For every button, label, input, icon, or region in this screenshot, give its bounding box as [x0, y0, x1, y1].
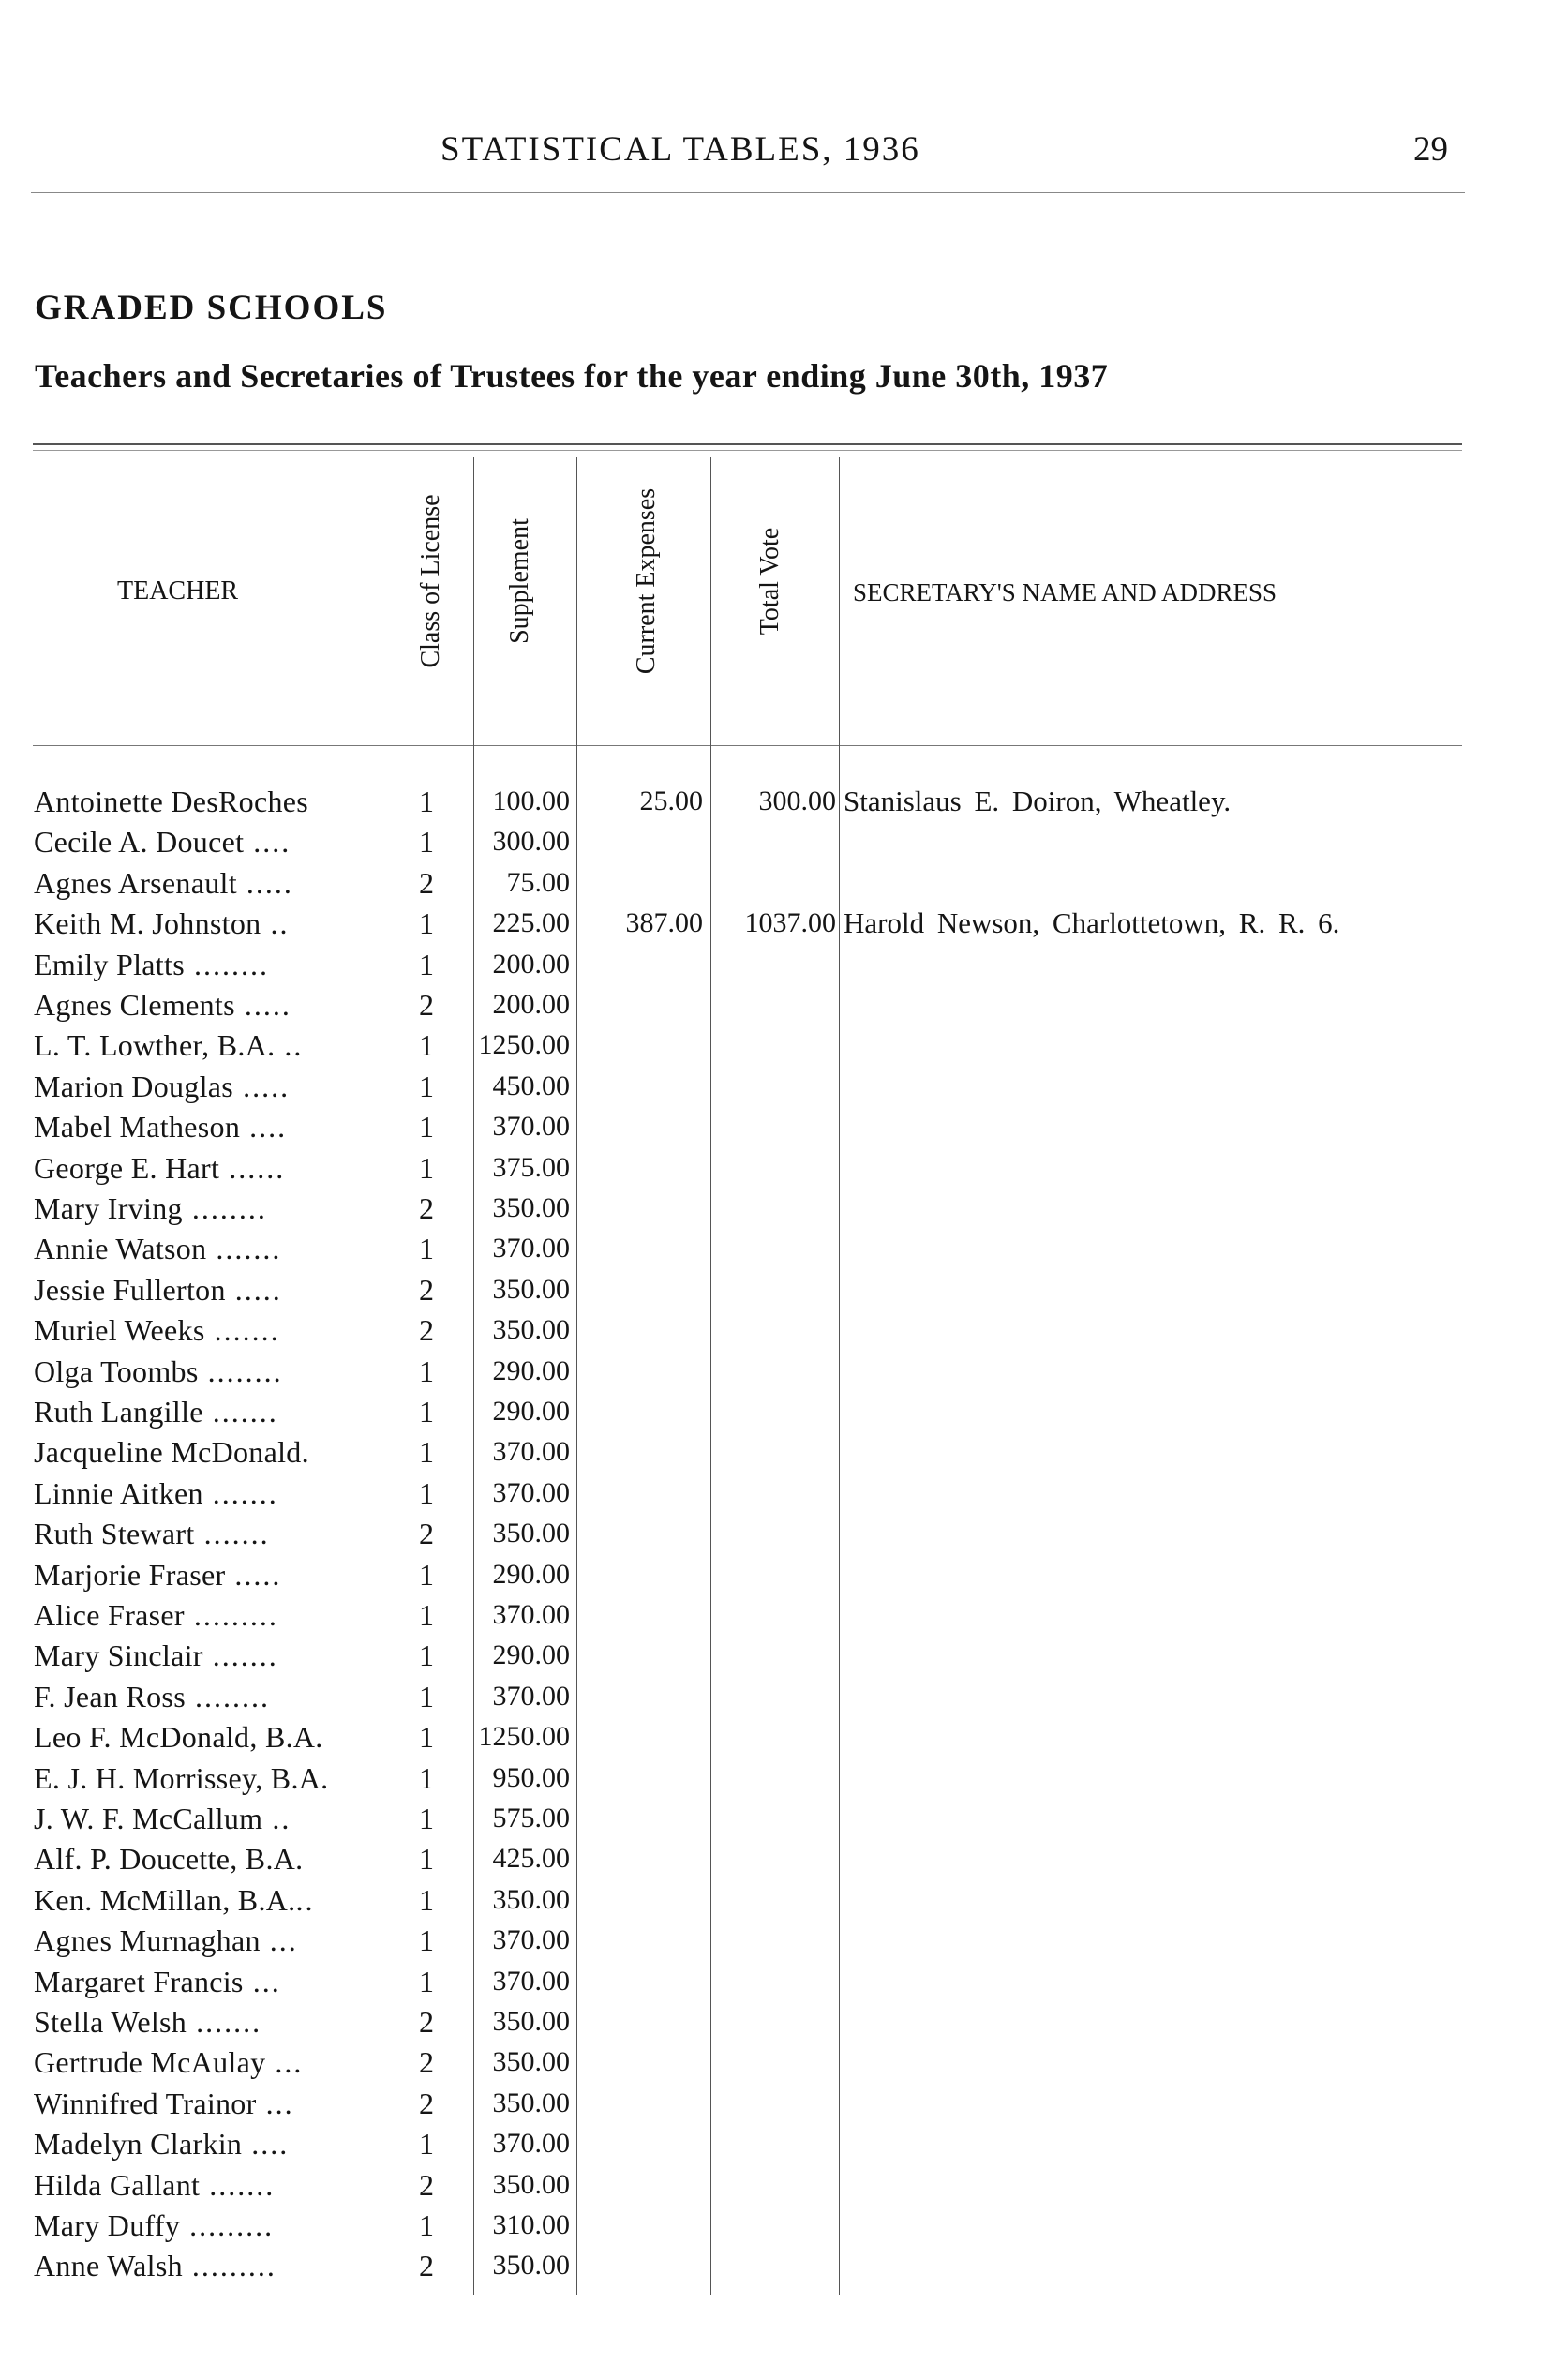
table-row [0, 2205, 1568, 2246]
supplement-value: 310.00 [492, 2209, 570, 2240]
teacher-name [34, 1513, 392, 1554]
table-header-rule [33, 745, 1462, 746]
class-of-license: 1 [419, 1435, 434, 1470]
class-of-license: 2 [419, 2005, 434, 2039]
leader-dots: .. [295, 1882, 315, 1917]
leader-dots: ........ [185, 1679, 270, 1713]
leader-dots: ....... [202, 1395, 278, 1429]
supplement-value: 350.00 [492, 2006, 570, 2037]
class-of-license: 1 [419, 1923, 434, 1958]
leader-dots: ........ [184, 947, 269, 981]
supplement-value: 100.00 [492, 786, 570, 816]
class-of-license: 1 [419, 1842, 434, 1877]
teacher-name [34, 1269, 392, 1310]
teacher-name-text: J. W. F. McCallum [34, 1802, 263, 1835]
table-row [0, 1554, 1568, 1595]
teacher-name-text: Leo F. McDonald, B.A. [34, 1720, 323, 1755]
teacher-name-text: Mabel Matheson [34, 1110, 241, 1145]
class-of-license: 1 [419, 1557, 434, 1592]
table-top-rule [33, 443, 1462, 445]
current-expenses-value: 25.00 [639, 786, 703, 816]
table-row [0, 1309, 1568, 1351]
supplement-value: 290.00 [492, 1558, 570, 1590]
column-header-supplement: Supplement [505, 518, 534, 644]
teacher-name-text: Hilda Gallant [34, 2167, 201, 2202]
teacher-name [34, 2164, 392, 2206]
class-of-license: 1 [419, 1150, 434, 1185]
table-row [0, 2123, 1568, 2164]
teacher-name-text: Olga Toombs [34, 1354, 199, 1388]
supplement-value: 370.00 [492, 1233, 570, 1264]
running-title: STATISTICAL TABLES, 1936 [441, 130, 920, 169]
supplement-value: 350.00 [492, 1883, 570, 1915]
supplement-value: 200.00 [492, 989, 570, 1020]
table-row [0, 1188, 1568, 1229]
teacher-name-text: Mary Sinclair [34, 1638, 203, 1673]
table-row [0, 1106, 1568, 1147]
supplement-value: 290.00 [492, 1354, 570, 1386]
leader-dots: ....... [202, 1475, 278, 1510]
teacher-name [34, 2205, 392, 2246]
teacher-name-text: F. Jean Ross [34, 1679, 186, 1713]
teacher-name-text: Alice Fraser [34, 1598, 185, 1632]
teacher-name [34, 1838, 392, 1879]
supplement-value: 75.00 [506, 866, 570, 898]
table-row [0, 1594, 1568, 1636]
class-of-license: 2 [419, 2045, 434, 2080]
teacher-name-text: Winnifred Trainor [34, 2086, 257, 2120]
table-row [0, 984, 1568, 1025]
teacher-name-text: Mary Duffy [34, 2208, 181, 2242]
leader-dots: ... [265, 2045, 304, 2080]
leader-dots: ..... [225, 1557, 282, 1592]
supplement-value: 200.00 [492, 948, 570, 980]
teacher-name [34, 1228, 392, 1269]
supplement-value: 350.00 [492, 1518, 570, 1549]
leader-dots: ....... [200, 2167, 276, 2202]
leader-dots: .. [261, 906, 290, 941]
teacher-name [34, 1594, 392, 1636]
table-row [0, 2001, 1568, 2042]
class-of-license: 1 [419, 1395, 434, 1429]
column-header-class-of-license: Class of License [416, 494, 445, 668]
leader-dots: ........ [198, 1354, 283, 1388]
table-row [0, 2042, 1568, 2083]
teacher-name [34, 1879, 392, 1921]
class-of-license: 1 [419, 947, 434, 981]
class-of-license: 1 [419, 1760, 434, 1795]
head-rule [31, 192, 1465, 193]
teacher-name [34, 1473, 392, 1514]
leader-dots: ....... [194, 1517, 270, 1551]
table-row [0, 1147, 1568, 1189]
leader-dots: ....... [202, 1638, 278, 1673]
class-of-license: 1 [419, 2208, 434, 2242]
teacher-name [34, 1188, 392, 1229]
teacher-name-text: Ruth Langille [34, 1395, 203, 1429]
total-vote-value: 300.00 [758, 786, 836, 816]
class-of-license: 1 [419, 1964, 434, 1998]
teacher-name [34, 2042, 392, 2083]
class-of-license: 1 [419, 1598, 434, 1632]
class-of-license: 1 [419, 1679, 434, 1713]
supplement-value: 450.00 [492, 1070, 570, 1101]
table-row [0, 1716, 1568, 1758]
table-row [0, 1066, 1568, 1107]
table-row [0, 944, 1568, 985]
supplement-value: 370.00 [492, 1965, 570, 1997]
supplement-value: 370.00 [492, 1436, 570, 1468]
column-header-secretary: SECRETARY'S NAME AND ADDRESS [853, 578, 1277, 606]
leader-dots: ....... [187, 2005, 262, 2039]
leader-dots: ..... [233, 1069, 291, 1103]
teacher-name [34, 2245, 392, 2286]
teacher-name [34, 1635, 392, 1676]
column-header-current-expenses: Current Expenses [632, 487, 661, 675]
teacher-name [34, 944, 392, 985]
page-number: 29 [1413, 130, 1448, 169]
teacher-name-text: Stella Welsh [34, 2005, 187, 2039]
teacher-name-text: Ruth Stewart [34, 1517, 195, 1551]
teacher-name [34, 1920, 392, 1961]
table-row [0, 1838, 1568, 1879]
teacher-name [34, 781, 392, 822]
teacher-name [34, 1066, 392, 1107]
class-of-license: 2 [419, 2086, 434, 2120]
teacher-name-text: Jacqueline McDonald. [34, 1435, 309, 1470]
teacher-name-text: Ken. McMillan, B.A. [34, 1882, 296, 1917]
table-top-rule-thin [33, 450, 1462, 451]
total-vote-value: 1037.00 [744, 907, 836, 939]
class-of-license: 1 [419, 1354, 434, 1388]
teacher-name-text: Agnes Clements [34, 988, 235, 1022]
leader-dots: .. [275, 1028, 304, 1063]
leader-dots: ... [243, 1964, 281, 1998]
leader-dots: .... [244, 825, 291, 860]
class-of-license: 1 [419, 1720, 434, 1755]
class-of-license: 2 [419, 1191, 434, 1225]
teacher-name-text: George E. Hart [34, 1150, 220, 1185]
class-of-license: 2 [419, 1517, 434, 1551]
table-row [0, 1635, 1568, 1676]
table-row [0, 821, 1568, 862]
class-of-license: 1 [419, 1882, 434, 1917]
table-row [0, 1473, 1568, 1514]
teacher-name-text: Alf. P. Doucette, B.A. [34, 1842, 304, 1877]
teacher-name-text: Linnie Aitken [34, 1475, 203, 1510]
teacher-name-text: Mary Irving [34, 1191, 183, 1225]
supplement-value: 290.00 [492, 1639, 570, 1671]
table-row [0, 1269, 1568, 1310]
teacher-name [34, 1351, 392, 1392]
class-of-license: 2 [419, 1272, 434, 1307]
supplement-value: 370.00 [492, 1680, 570, 1712]
teacher-name-text: Margaret Francis [34, 1964, 244, 1998]
class-of-license: 1 [419, 785, 434, 818]
supplement-value: 1250.00 [478, 1721, 570, 1753]
class-of-license: 2 [419, 865, 434, 900]
teacher-name [34, 821, 392, 862]
teacher-name-text: Muriel Weeks [34, 1313, 205, 1348]
leader-dots: ... [256, 2086, 294, 2120]
leader-dots: ..... [234, 988, 291, 1022]
leader-dots: ...... [219, 1150, 286, 1185]
supplement-value: 350.00 [492, 1192, 570, 1223]
supplement-value: 350.00 [492, 1314, 570, 1346]
leader-dots: .. [262, 1802, 291, 1835]
teacher-name [34, 1798, 392, 1839]
teacher-name-text: Jessie Fullerton [34, 1272, 226, 1307]
class-of-license: 2 [419, 2167, 434, 2202]
teacher-name [34, 2083, 392, 2124]
table-row [0, 1431, 1568, 1473]
class-of-license: 1 [419, 906, 434, 941]
table-row [0, 903, 1568, 944]
table-row [0, 1351, 1568, 1392]
table-row [0, 1758, 1568, 1799]
teacher-name-text: Annie Watson [34, 1232, 207, 1266]
table-row [0, 1798, 1568, 1839]
class-of-license: 1 [419, 1110, 434, 1145]
teacher-name-text: Keith M. Johnston [34, 906, 261, 941]
table-row [0, 1961, 1568, 2002]
leader-dots: ..... [236, 865, 293, 900]
teacher-name [34, 862, 392, 904]
supplement-value: 290.00 [492, 1396, 570, 1427]
leader-dots: ......... [180, 2208, 275, 2242]
teacher-name [34, 1758, 392, 1799]
supplement-value: 350.00 [492, 2087, 570, 2118]
table-row [0, 1920, 1568, 1961]
teacher-name-text: Marion Douglas [34, 1069, 234, 1103]
teacher-name [34, 1554, 392, 1595]
teacher-name-text: Agnes Arsenault [34, 865, 237, 900]
supplement-value: 370.00 [492, 1476, 570, 1508]
class-of-license: 1 [419, 825, 434, 860]
leader-dots: ....... [204, 1313, 280, 1348]
class-of-license: 1 [419, 1232, 434, 1266]
teacher-name-text: Cecile A. Doucet [34, 825, 245, 860]
supplement-value: 370.00 [492, 1924, 570, 1956]
teacher-name-text: L. T. Lowther, B.A. [34, 1028, 276, 1063]
supplement-value: 350.00 [492, 2168, 570, 2200]
table-row [0, 781, 1568, 822]
table-row [0, 1513, 1568, 1554]
supplement-value: 350.00 [492, 2046, 570, 2078]
secretary-name-address: Stanislaus E. Doiron, Wheatley. [844, 785, 1232, 817]
supplement-value: 425.00 [492, 1843, 570, 1875]
leader-dots: .... [240, 1110, 288, 1145]
table-row [0, 1391, 1568, 1432]
leader-dots: ....... [206, 1232, 282, 1266]
teacher-name [34, 1391, 392, 1432]
column-header-total-vote: Total Vote [755, 527, 784, 636]
supplement-value: 575.00 [492, 1803, 570, 1833]
class-of-license: 1 [419, 1028, 434, 1063]
teacher-name [34, 1716, 392, 1758]
table-row [0, 1676, 1568, 1717]
table-subtitle: Teachers and Secretaries of Trustees for the year ending June 30th, 1937 [35, 357, 1109, 395]
class-of-license: 1 [419, 1638, 434, 1673]
teacher-name-text: E. J. H. Morrissey, B.A. [34, 1760, 329, 1795]
supplement-value: 370.00 [492, 2128, 570, 2160]
leader-dots: ......... [184, 1598, 278, 1632]
table-row [0, 2083, 1568, 2124]
supplement-value: 225.00 [492, 907, 570, 939]
teacher-name [34, 903, 392, 944]
supplement-value: 1250.00 [478, 1029, 570, 1061]
teacher-name [34, 1961, 392, 2002]
class-of-license: 2 [419, 988, 434, 1022]
class-of-license: 2 [419, 1313, 434, 1348]
teacher-name [34, 1676, 392, 1717]
class-of-license: 1 [419, 1069, 434, 1103]
class-of-license: 1 [419, 1802, 434, 1835]
table-row [0, 862, 1568, 904]
table-row [0, 1025, 1568, 1066]
secretary-name-address: Harold Newson, Charlottetown, R. R. 6. [844, 906, 1340, 940]
table-row [0, 1879, 1568, 1921]
leader-dots: .... [242, 2127, 290, 2162]
supplement-value: 375.00 [492, 1151, 570, 1183]
teacher-name [34, 984, 392, 1025]
leader-dots: ... [260, 1923, 298, 1958]
teacher-name [34, 1309, 392, 1351]
class-of-license: 2 [419, 2249, 434, 2283]
teacher-name-text: Antoinette DesRoches [34, 785, 309, 818]
table-row [0, 2245, 1568, 2286]
supplement-value: 370.00 [492, 1111, 570, 1143]
teacher-name-text: Marjorie Fraser [34, 1557, 226, 1592]
running-head [0, 129, 1568, 176]
current-expenses-value: 387.00 [625, 907, 703, 939]
supplement-value: 950.00 [492, 1761, 570, 1793]
class-of-license: 1 [419, 1475, 434, 1510]
teacher-name-text: Agnes Murnaghan [34, 1923, 261, 1958]
leader-dots: ..... [225, 1272, 282, 1307]
teacher-name [34, 2001, 392, 2042]
supplement-value: 350.00 [492, 2250, 570, 2282]
section-title: GRADED SCHOOLS [35, 289, 388, 327]
teacher-name-text: Gertrude McAulay [34, 2045, 266, 2080]
supplement-value: 300.00 [492, 826, 570, 858]
teacher-name-text: Anne Walsh [34, 2249, 183, 2283]
supplement-value: 370.00 [492, 1599, 570, 1630]
teacher-name [34, 1147, 392, 1189]
teacher-name-text: Emily Platts [34, 947, 185, 981]
leader-dots: ......... [182, 2249, 276, 2283]
column-header-teacher: TEACHER [117, 576, 239, 606]
teacher-name [34, 1106, 392, 1147]
supplement-value: 350.00 [492, 1273, 570, 1305]
table-row [0, 2164, 1568, 2206]
teacher-name [34, 1025, 392, 1066]
class-of-license: 1 [419, 2127, 434, 2162]
table-row [0, 1228, 1568, 1269]
leader-dots: ........ [182, 1191, 267, 1225]
teacher-name [34, 2123, 392, 2164]
teacher-name-text: Madelyn Clarkin [34, 2127, 243, 2162]
teacher-name [34, 1431, 392, 1473]
